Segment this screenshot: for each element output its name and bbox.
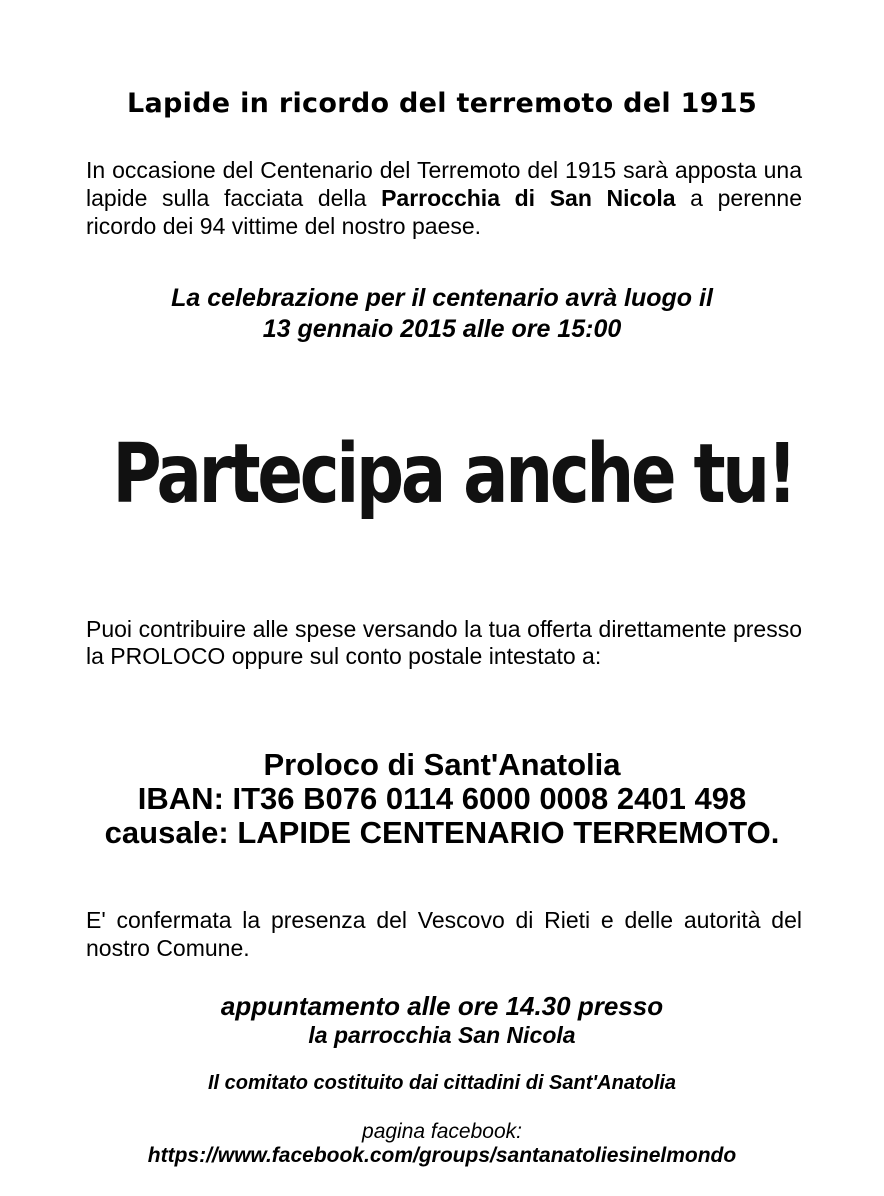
appointment-time: appuntamento alle ore 14.30 presso [220, 991, 664, 1021]
facebook-url: https://www.facebook.com/groups/santanatoliesinelmondo [147, 1144, 737, 1167]
bank-account-holder: Proloco di Sant'Anatolia [263, 747, 621, 782]
bank-iban: IBAN: IT36 B076 0114 6000 0008 2401 498 [137, 781, 747, 816]
presence-paragraph: E' confermata la presenza del Vescovo di Rieti e delle autorità del nostro Comune. [86, 907, 802, 961]
document-title: Lapide in ricordo del terremoto del 1915 [126, 88, 758, 119]
facebook-info [40, 1120, 844, 1168]
bank-causale: causale: LAPIDE CENTENARIO TERREMOTO. [104, 815, 780, 850]
celebration-line-2: 13 gennaio 2015 alle ore 15:00 [262, 315, 622, 343]
intro-paragraph [86, 156, 802, 240]
appointment-notice [60, 990, 824, 1048]
committee-signature: Il comitato costituito dai cittadini di Sant'Anatolia [207, 1072, 677, 1094]
intro-parish-name: Parrocchia di San Nicola [381, 185, 676, 211]
celebration-line-1: La celebrazione per il centenario avrà luogo il [171, 284, 713, 312]
headline-call-to-action: Partecipa anche tu! [112, 427, 795, 522]
facebook-label: pagina facebook: [362, 1120, 522, 1143]
intro-text-start: In occasione del Centenario del Terremoto del 1915 sarà apposta una lapide sulla facciata della [86, 157, 802, 211]
appointment-place: la parrocchia San Nicola [308, 1022, 576, 1048]
bank-details [40, 748, 844, 850]
intro-text-end: a perenne ricordo dei 94 vittime del nostro paese. [86, 185, 803, 239]
contribute-paragraph: Puoi contribuire alle spese versando la tua offerta direttamente presso la PROLOCO oppure sul conto postale intestato a: [86, 616, 802, 669]
celebration-notice [60, 283, 824, 345]
